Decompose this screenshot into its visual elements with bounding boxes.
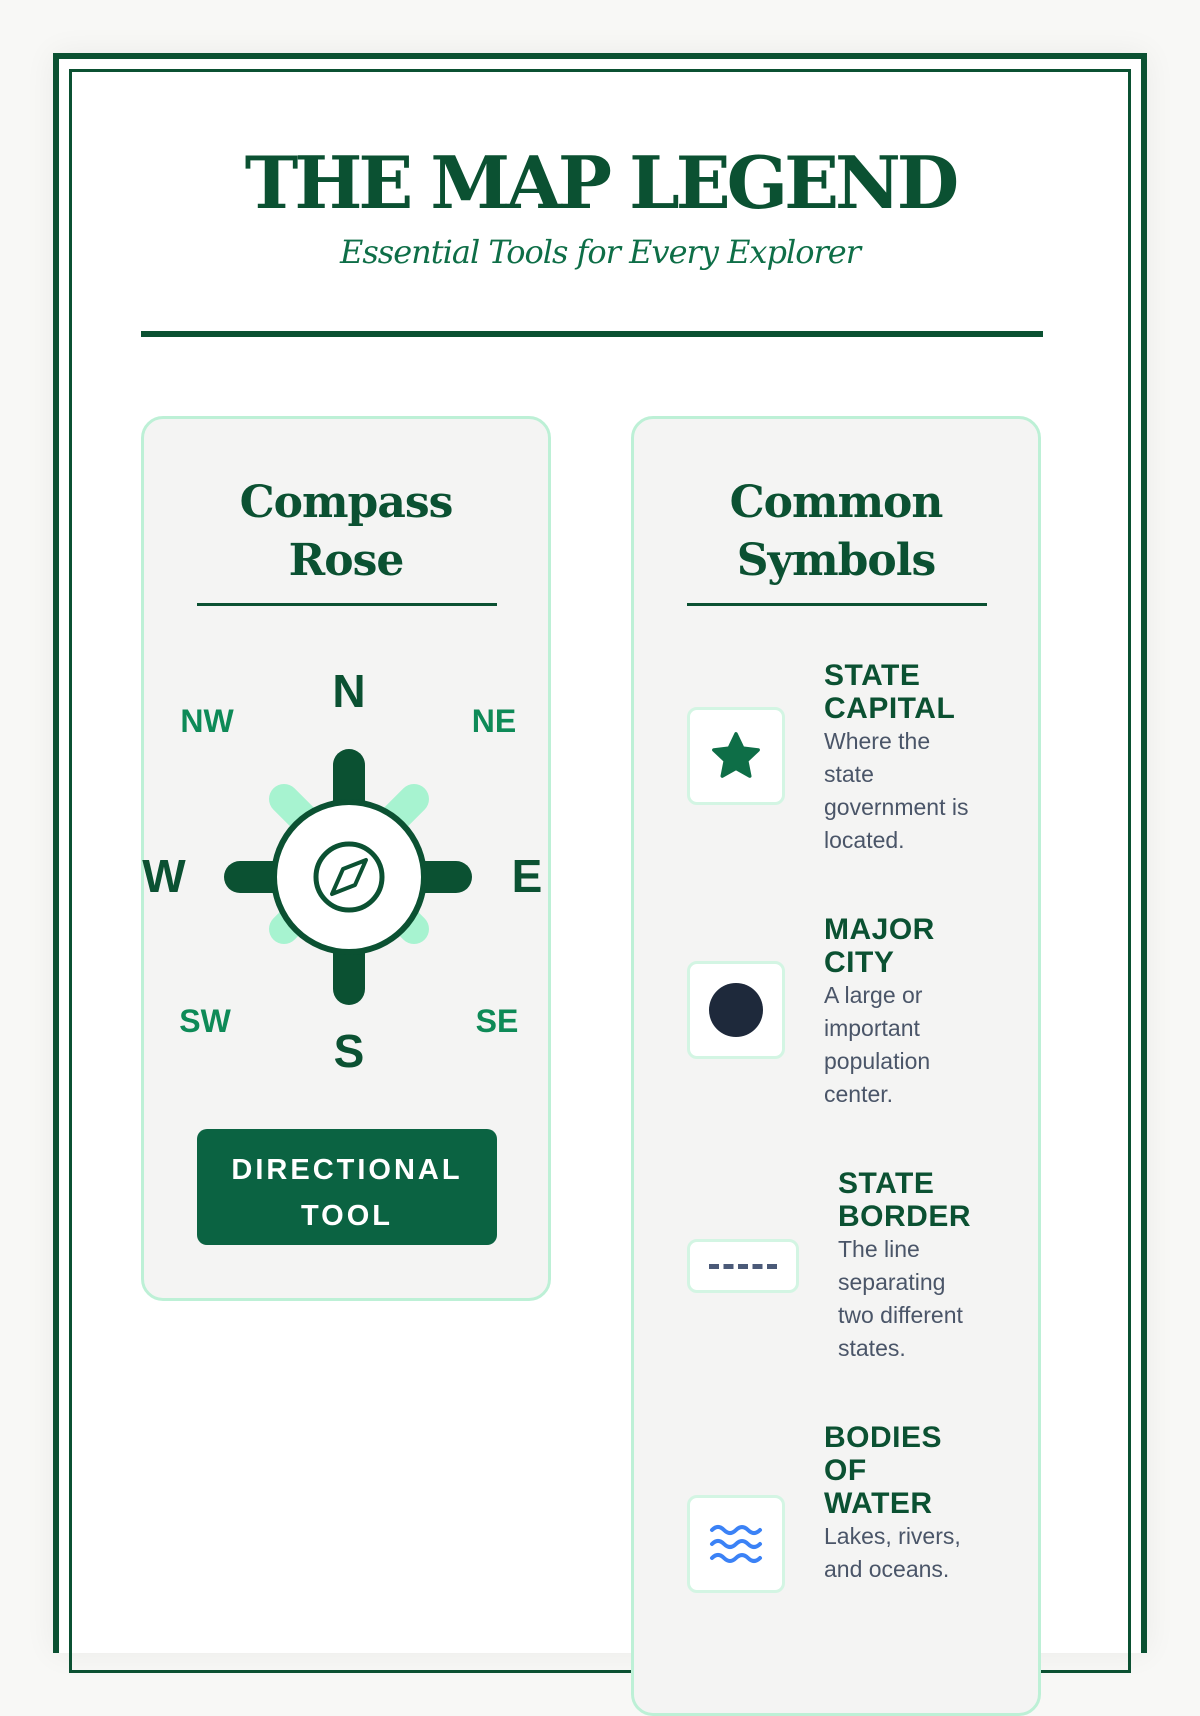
page-title: THE MAP LEGEND xyxy=(244,140,956,225)
symbol-description: Where the state government is located. xyxy=(824,728,969,853)
symbol-state-border xyxy=(687,1167,1007,1367)
direction-northeast: NE xyxy=(471,703,517,739)
compass-center-disc xyxy=(274,802,424,952)
directional-tool-button[interactable]: DIRECTIONAL TOOL xyxy=(197,1129,497,1245)
symbol-description: The line separating two different states. xyxy=(838,1236,963,1361)
star-icon xyxy=(687,707,785,805)
dot-icon xyxy=(687,961,785,1059)
symbols-card-title: Common Symbols xyxy=(729,477,943,586)
direction-northwest: NW xyxy=(180,703,234,739)
common-symbols-card xyxy=(631,416,1041,1716)
direction-east: E xyxy=(511,850,543,902)
compass-card-title: Compass Rose xyxy=(239,477,453,586)
direction-north: N xyxy=(332,665,366,717)
compass-rose-card xyxy=(141,416,551,1301)
symbol-name: STATE CAPITAL xyxy=(824,659,956,725)
header-divider xyxy=(141,331,1043,337)
dashed-line-icon xyxy=(687,1239,799,1293)
compass-rose xyxy=(144,419,554,1119)
symbol-major-city xyxy=(687,913,1007,1113)
symbol-state-capital xyxy=(687,659,1007,859)
symbols-card-divider xyxy=(687,603,987,606)
direction-west: W xyxy=(142,850,186,902)
symbol-name: STATE BORDER xyxy=(838,1167,972,1233)
symbol-description: Lakes, rivers, and oceans. xyxy=(824,1523,961,1582)
direction-southeast: SE xyxy=(475,1003,519,1039)
direction-southwest: SW xyxy=(179,1003,231,1039)
symbol-name: BODIES OF WATER xyxy=(824,1421,943,1520)
direction-south: S xyxy=(333,1025,365,1077)
symbol-description: A large or important population center. xyxy=(824,982,931,1107)
symbol-name: MAJOR CITY xyxy=(824,913,935,979)
symbol-bodies-of-water xyxy=(687,1421,1007,1661)
legend-frame xyxy=(53,53,1147,1653)
waves-icon xyxy=(687,1495,785,1593)
page-subtitle: Essential Tools for Every Explorer xyxy=(340,233,860,271)
